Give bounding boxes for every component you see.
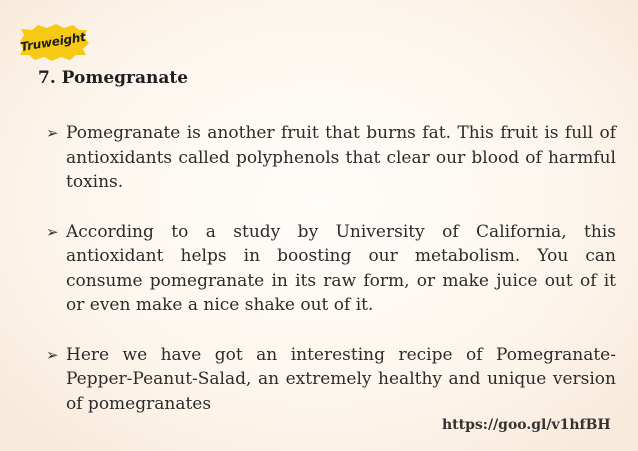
logo-text: Truweight: [19, 29, 87, 55]
bullet-text: Here we have got an interesting recipe of Pomegranate-Pepper-Peanut-Salad, an extremely healthy and unique version of pomegranates: [66, 344, 616, 414]
bullet-item: [46, 220, 616, 318]
bullet-text: According to a study by University of California, this antioxidant helps in boosting our metabolism. You can consume pomegranate in its raw form, or make juice out of it or even make a nice shake out of it.: [66, 221, 616, 315]
bullet-list: [46, 121, 616, 416]
bullet-item: [46, 121, 616, 195]
right-arrowhead-icon: ➢: [46, 222, 59, 241]
bullet-item: [46, 343, 616, 417]
source-link[interactable]: https://goo.gl/v1hfBH: [442, 417, 611, 433]
right-arrowhead-icon: ➢: [46, 345, 59, 364]
bullet-text: Pomegranate is another fruit that burns fat. This fruit is full of antioxidants called polyphenols that clear our blood of harmful toxins.: [66, 123, 616, 192]
truweight-logo: [16, 22, 90, 62]
slide-title: 7. Pomegranate: [38, 68, 189, 88]
right-arrowhead-icon: ➢: [46, 124, 59, 142]
